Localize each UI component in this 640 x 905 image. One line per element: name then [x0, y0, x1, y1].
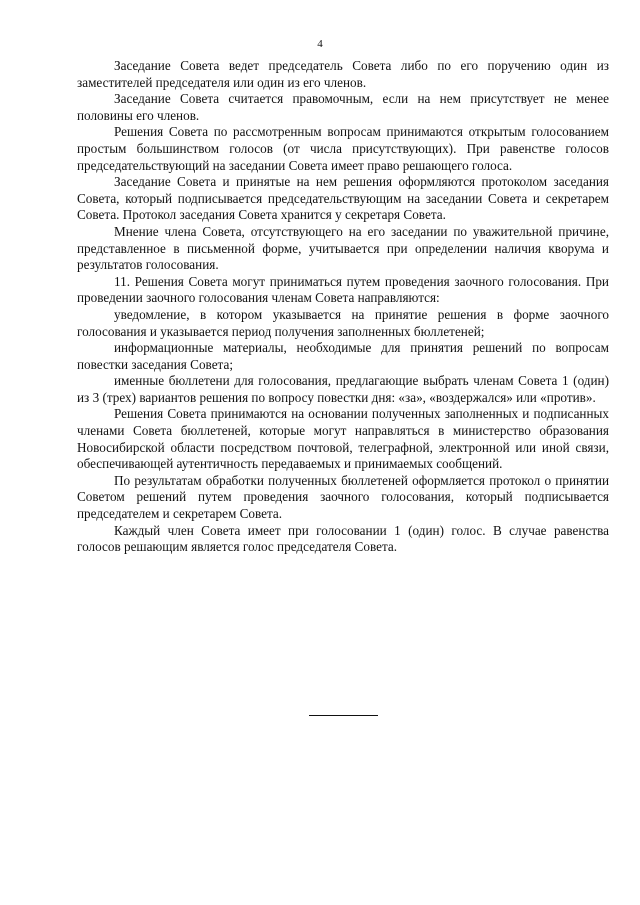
paragraph-chairman: Заседание Совета ведет председатель Совета либо по его поручению один из заместителей председателя или один из его членов. [77, 58, 609, 90]
paragraph-protocol: Заседание Совета и принятые на нем решения оформляются протоколом заседания Совета, который подписывается председательствующим на заседании Совета и секретарем Совета. Протокол заседания Совета хранится у секретаря Совета. [77, 174, 609, 223]
paragraph-ballot-submission: Решения Совета принимаются на основании полученных заполненных и подписанных членами Совета бюллетеней, которые могут направляться в министерство образования Новосибирской области посредством почтовой, телеграфной, электронной или иной связи, обеспечивающей аутентичность передаваемых и принимаемых сообщений. [77, 406, 609, 472]
paragraph-one-vote: Каждый член Совета имеет при голосовании 1 (один) голос. В случае равенства голосов решающим является голос председателя Совета. [77, 522, 609, 555]
paragraph-notification: уведомление, в котором указывается на принятие решения в форме заочного голосования и указывается период получения заполненных бюллетеней; [77, 306, 609, 339]
paragraph-quorum: Заседание Совета считается правомочным, если на нем присутствует не менее половины его членов. [77, 91, 609, 123]
paragraph-information-materials: информационные материалы, необходимые для принятия решений по вопросам повестки заседания Совета; [77, 340, 609, 372]
paragraph-voting-results-protocol: По результатам обработки полученных бюллетеней оформляется протокол о принятии Советом решений путем проведения заочного голосования, который подписывается председателем и секретарем Совета. [77, 472, 609, 522]
page-number: 4 [317, 38, 323, 50]
document-body [77, 58, 609, 556]
paragraph-decisions: Решения Совета по рассмотренным вопросам принимаются открытым голосованием простым большинством голосов (от числа присутствующих). При равенстве голосов председательствующий на заседании Совета имеет право решающего голоса. [77, 124, 609, 173]
paragraph-ballots: именные бюллетени для голосования, предлагающие выбрать членам Совета 1 (один) из 3 (трех) вариантов решения по вопросу повестки дня: «за», «воздержался» или «против». [77, 373, 609, 405]
paragraph-absentee-voting: 11. Решения Совета могут приниматься путем проведения заочного голосования. При проведении заочного голосования членам Совета направляются: [77, 273, 609, 306]
closing-divider-line [309, 715, 378, 716]
paragraph-absent-member-opinion: Мнение члена Совета, отсутствующего на его заседании по уважительной причине, представленное в письменной форме, учитывается при определении наличия кворума и результатов голосования. [77, 223, 609, 273]
